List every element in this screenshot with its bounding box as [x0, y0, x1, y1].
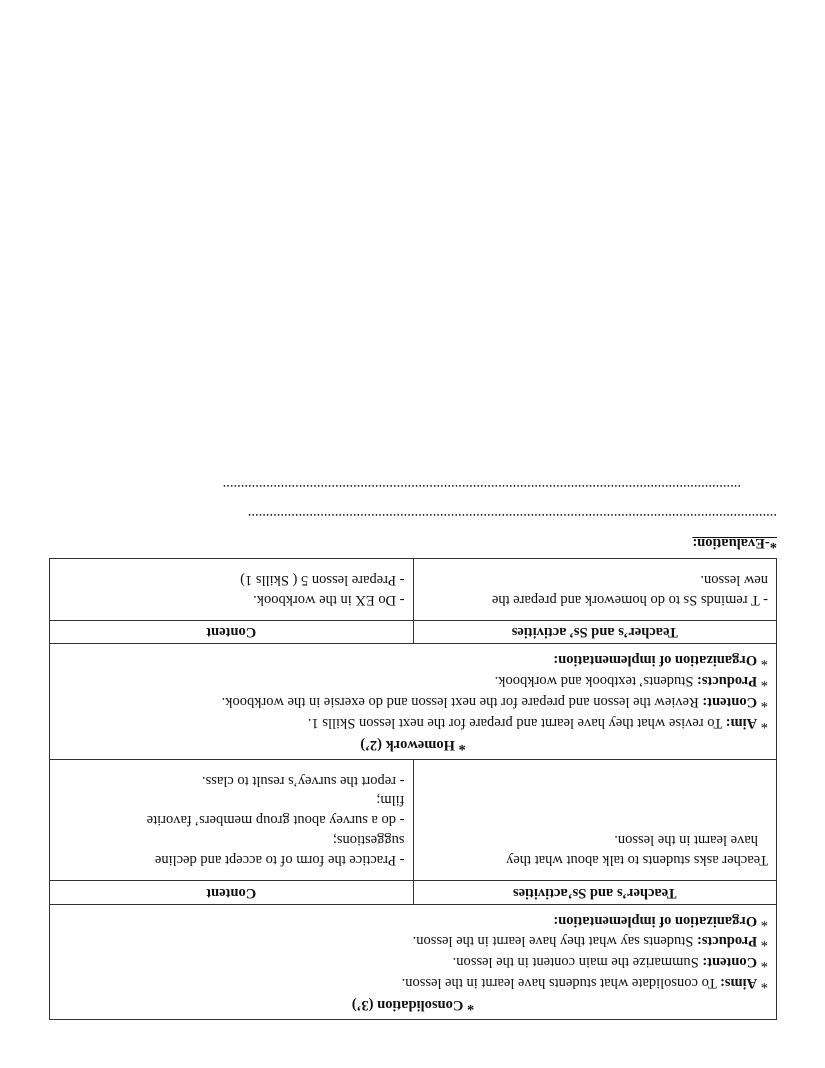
organization-label: Organization of implementation: [553, 652, 758, 669]
content-text: Review the lesson and prepare for the next lesson and do exersie in the workbook. [221, 694, 703, 711]
activity-line: Teacher asks students to talk about what they [506, 851, 768, 868]
products-text: Students say what they have learnt in the lesson. [412, 933, 697, 950]
homework-title: * Homework (2’) [360, 736, 466, 753]
consolidation-activities-cell [413, 759, 776, 880]
consolidation-aims: * Aims: To consolidate what students have learnt in the lesson. [401, 975, 768, 992]
products-label: Products: [696, 673, 758, 690]
content-line: suggestions; [332, 832, 405, 849]
evaluation-title: *-Evaluation: [692, 534, 777, 551]
aims-label: Aims: [720, 975, 758, 992]
homework-organization: * Organization of implementation: [553, 652, 768, 669]
consolidation-info-cell [50, 904, 777, 1019]
consolidation-content: * Content: Summarize the main content in the lesson. [452, 954, 768, 971]
aims-text: To consolidate what students have learnt in the lesson. [401, 975, 721, 992]
products-label: Products: [696, 933, 758, 950]
activity-line: new lesson. [700, 571, 768, 588]
content-label: Content: [702, 954, 758, 971]
products-text: Students’ textbook and workbook. [494, 673, 697, 690]
aim-label: Aim: [725, 714, 758, 731]
consolidation-organization: * Organization of implementation: [553, 912, 768, 929]
homework-content: * Content: Review the lesson and prepare for the next lesson and do exersie in the workbook. [221, 694, 768, 711]
consolidation-header-content: Content [50, 880, 414, 904]
homework-info-cell [50, 644, 777, 759]
content-line: - report the survey’s result to class. [201, 772, 405, 789]
content-line: film; [376, 792, 405, 809]
consolidation-table [49, 558, 777, 1020]
homework-aim: * Aim: To revise what they have learnt and prepare for the next lesson Skills 1. [307, 714, 768, 731]
homework-activities-cell [413, 558, 776, 620]
consolidation-title: * Consolidation (3’) [351, 997, 475, 1013]
content-label: Content: [702, 694, 758, 711]
content-text: Summarize the main content in the lesson. [452, 954, 703, 971]
consolidation-content-cell [50, 759, 414, 880]
homework-header-activities: Teacher’s and Ss’ activities [413, 620, 776, 644]
evaluation-dotted-line: ............................................................................................................................................... [222, 481, 741, 498]
content-line: - do a survey about group members’ favorite [146, 812, 405, 829]
content-line: - Practice the form of to accept and decline [154, 851, 405, 868]
evaluation-dotted-line: .................................................................................................................................................. [247, 510, 777, 527]
organization-label: Organization of implementation: [553, 912, 758, 929]
consolidation-header-activities: Teacher’s and Ss’activities [413, 880, 776, 904]
homework-header-content: Content [50, 620, 414, 644]
activity-line: - T reminds Ss to do homework and prepare the [491, 591, 768, 608]
homework-content-cell [50, 558, 414, 620]
activity-line: have learnt in the lesson. [614, 832, 758, 849]
lesson-content [49, 469, 777, 1020]
content-line: - Do EX in the workbook. [253, 591, 405, 608]
consolidation-products: * Products: Students say what they have learnt in the lesson. [412, 933, 768, 950]
content-line: - Prepare lesson 5 ( Skills 1) [240, 571, 405, 588]
homework-products: * Products: Students’ textbook and workbook. [494, 673, 768, 690]
aim-text: To revise what they have learnt and prepare for the next lesson Skills 1. [307, 714, 726, 731]
